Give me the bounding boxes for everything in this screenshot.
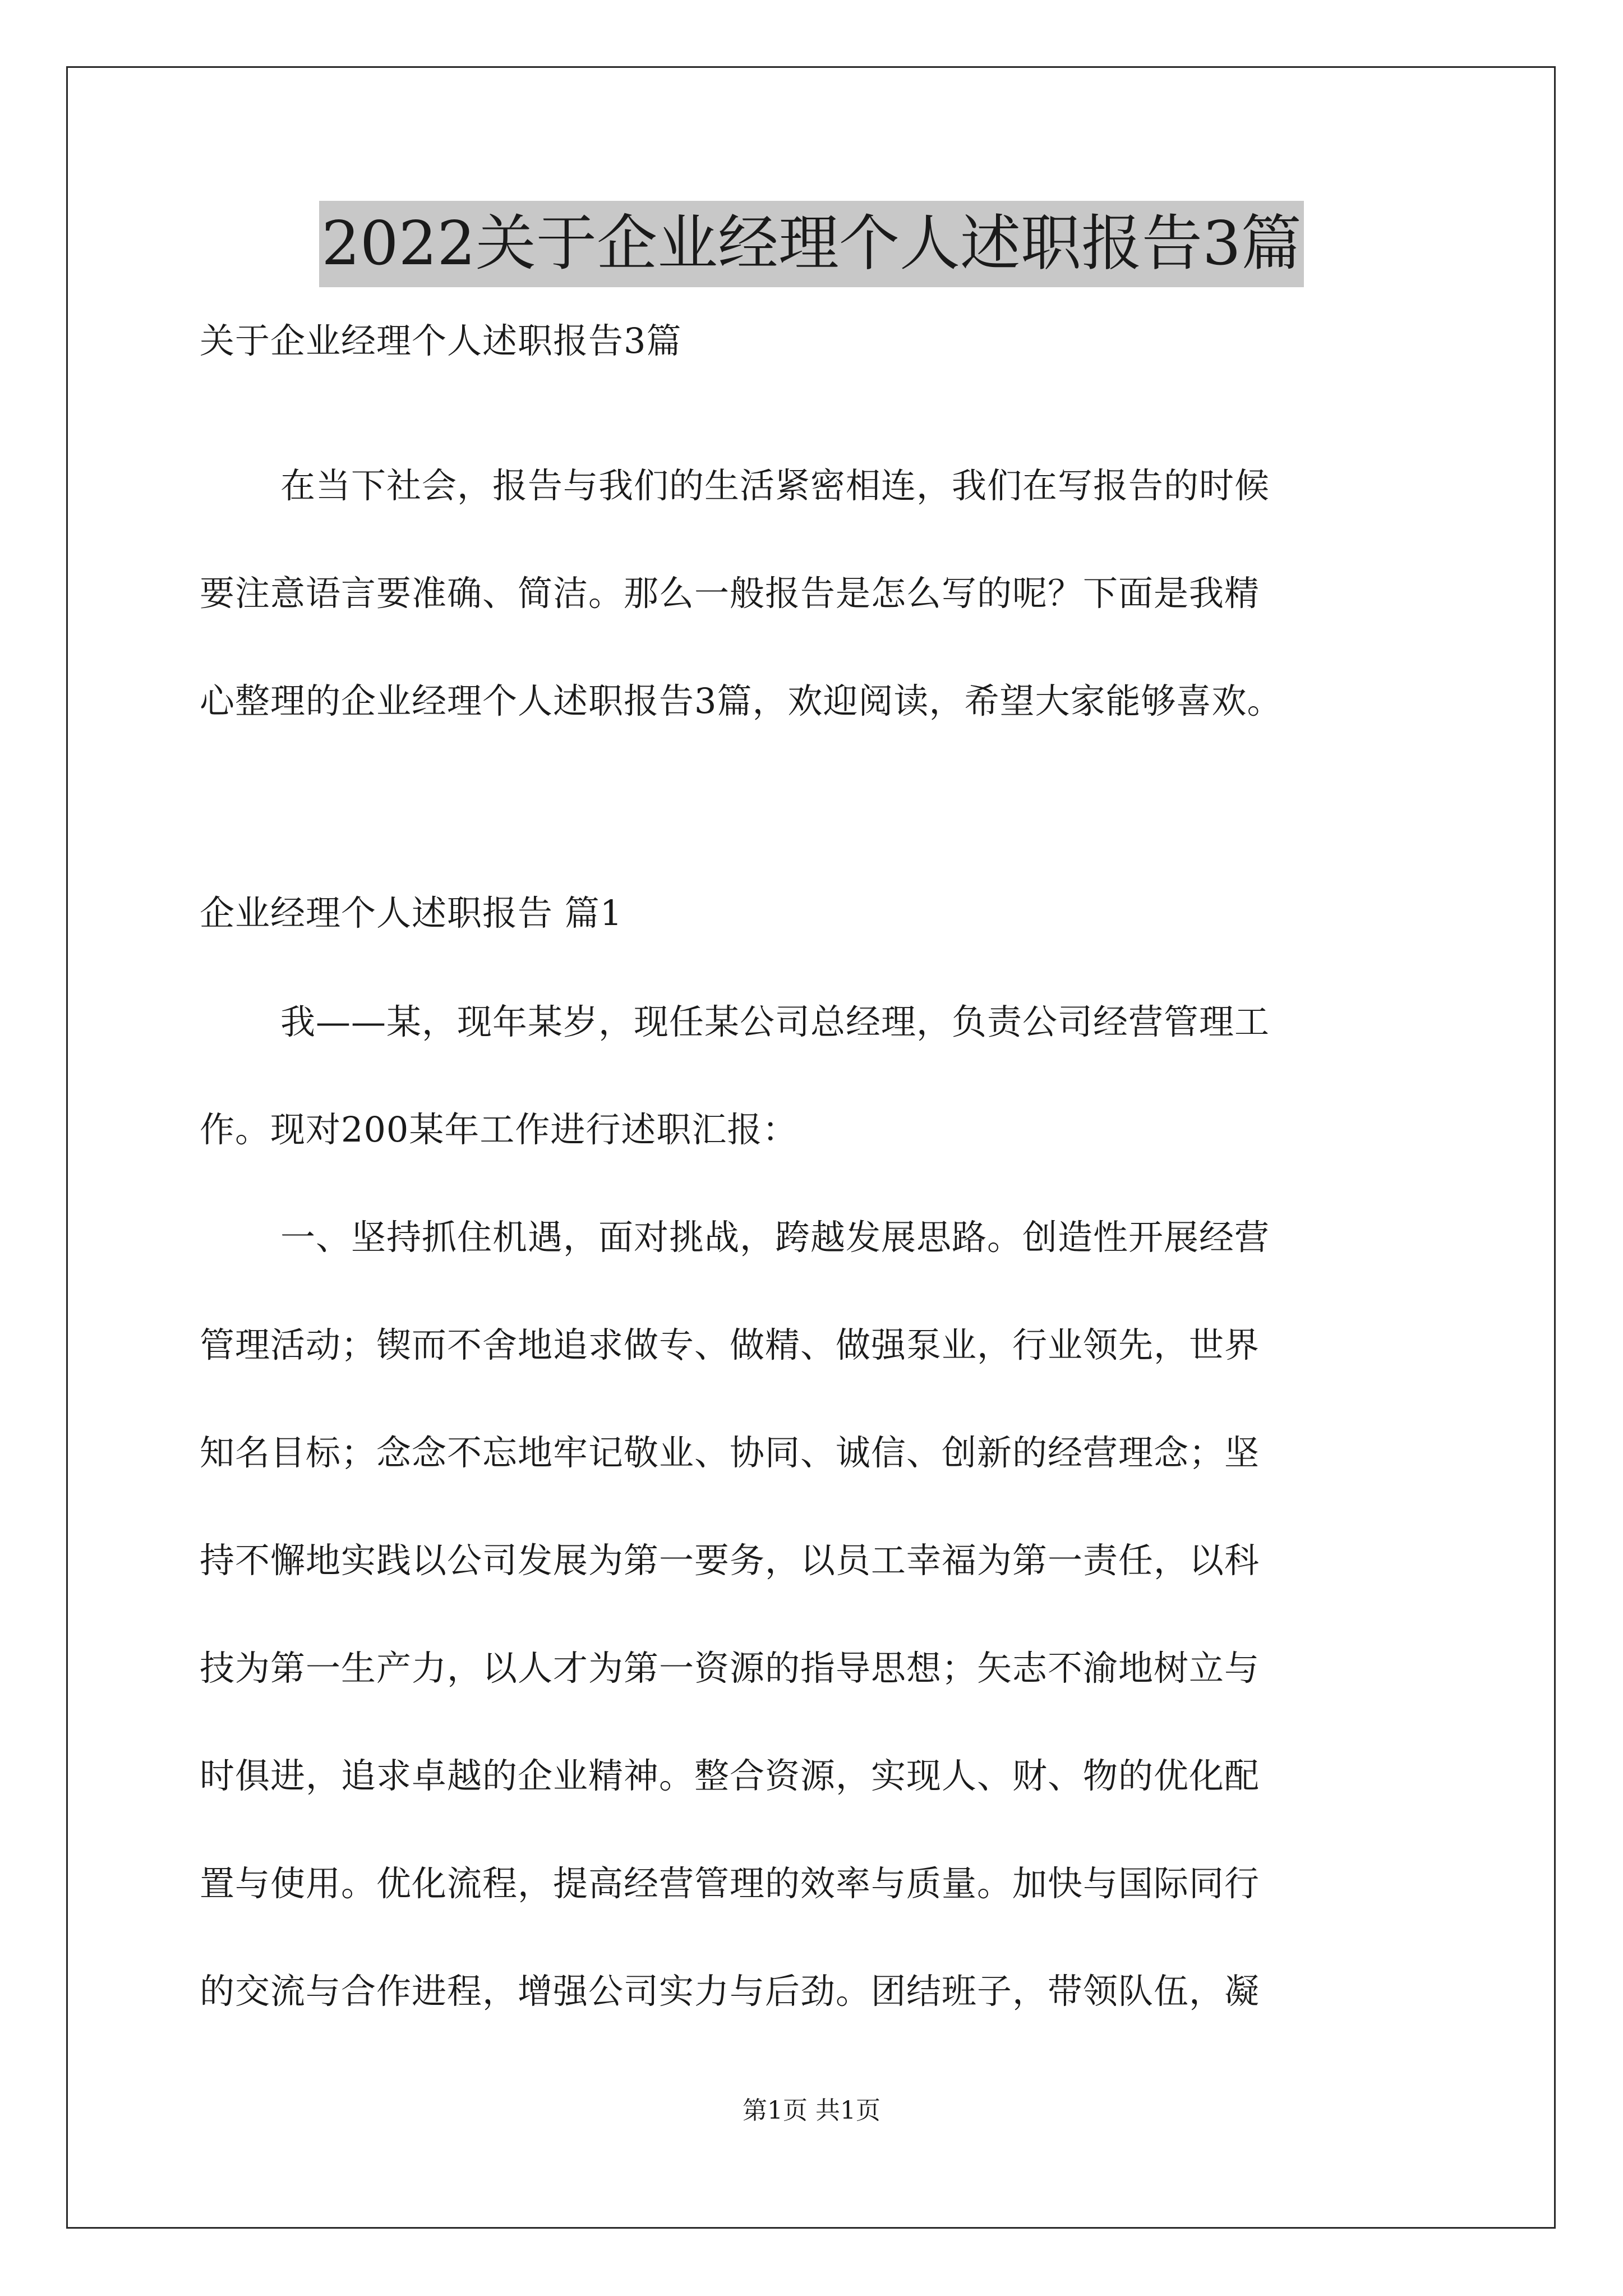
intro-line: 要注意语言要准确、简洁。那么一般报告是怎么写的呢？下面是我精: [200, 573, 1260, 614]
paragraph-line: 一、坚持抓住机遇，面对挑战，跨越发展思路。创造性开展经营: [280, 1217, 1270, 1258]
intro-line: 心整理的企业经理个人述职报告3篇，欢迎阅读，希望大家能够喜欢。: [200, 680, 1283, 721]
paragraph-line: 技为第一生产力，以人才为第一资源的指导思想；矢志不渝地树立与: [200, 1648, 1260, 1688]
document-subtitle: 关于企业经理个人述职报告3篇: [200, 320, 682, 361]
title-container: [0, 201, 1623, 287]
paragraph-line: 持不懈地实践以公司发展为第一要务，以员工幸福为第一责任，以科: [200, 1540, 1260, 1581]
document-title: 2022关于企业经理个人述职报告3篇: [319, 201, 1304, 287]
section-heading: 企业经理个人述职报告 篇1: [200, 892, 623, 933]
paragraph-line: 知名目标；念念不忘地牢记敬业、协同、诚信、创新的经营理念；坚: [200, 1432, 1260, 1473]
paragraph-line: 时俱进，追求卓越的企业精神。整合资源，实现人、财、物的优化配: [200, 1755, 1260, 1796]
paragraph-line: 管理活动；锲而不舍地追求做专、做精、做强泵业，行业领先，世界: [200, 1324, 1260, 1365]
paragraph-line: 我——某，现年某岁，现任某公司总经理，负责公司经营管理工: [280, 1001, 1270, 1042]
paragraph-line: 的交流与合作进程，增强公司实力与后劲。团结班子，带领队伍，凝: [200, 1971, 1260, 2012]
intro-line: 在当下社会，报告与我们的生活紧密相连，我们在写报告的时候: [280, 465, 1270, 506]
page-footer: 第1页 共1页: [743, 2096, 880, 2125]
paragraph-line: 作。现对200某年工作进行述职汇报：: [200, 1109, 798, 1150]
paragraph-line: 置与使用。优化流程，提高经营管理的效率与质量。加快与国际同行: [200, 1863, 1260, 1904]
